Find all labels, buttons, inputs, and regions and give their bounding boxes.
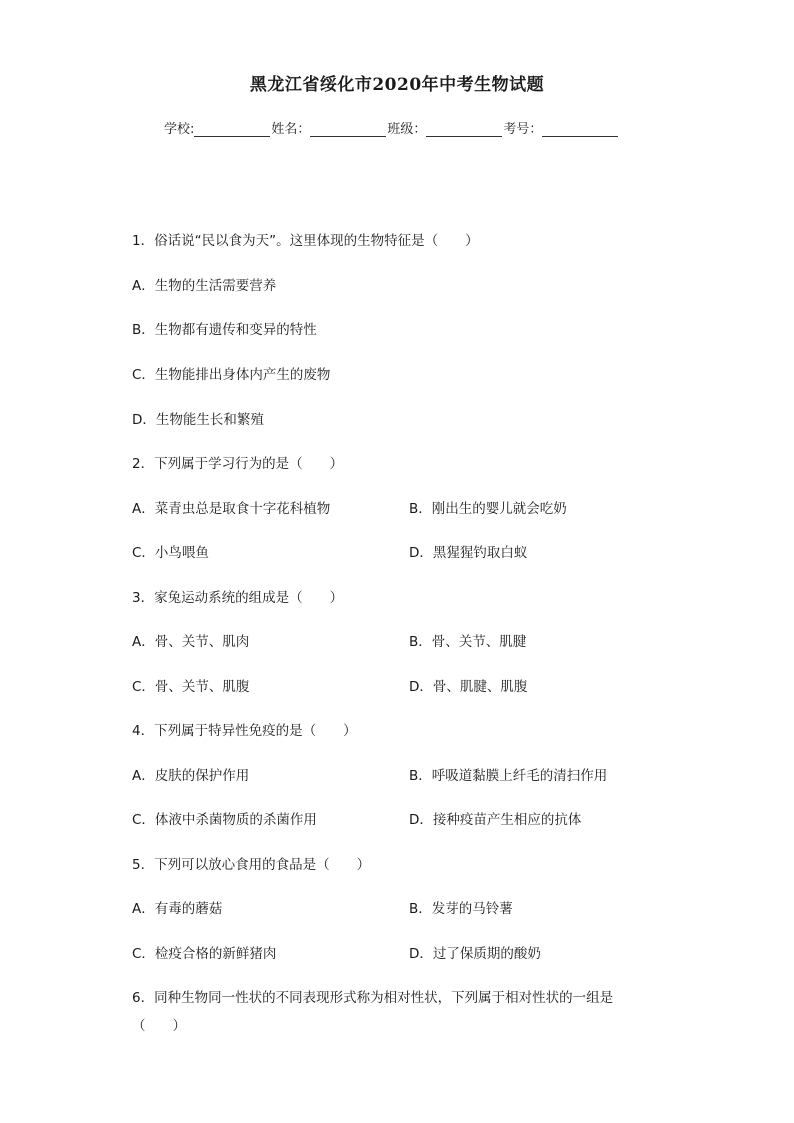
question-1-option-a: A．生物的生活需要营养 xyxy=(132,278,277,294)
question-3-option-c: C．骨、关节、肌腹 xyxy=(132,679,250,695)
question-1-stem: 1．俗话说“民以食为天”。这里体现的生物特征是（ ） xyxy=(132,233,479,249)
exam-no-blank[interactable] xyxy=(542,122,618,137)
question-1-option-c: C．生物能排出身体内产生的废物 xyxy=(132,367,331,383)
question-3-option-a: A．骨、关节、肌肉 xyxy=(132,634,250,650)
question-5-option-a: A．有毒的蘑菇 xyxy=(132,901,223,917)
exam-no-label: 考号： xyxy=(503,122,543,137)
question-5-option-c: C．检疫合格的新鲜猪肉 xyxy=(132,946,277,962)
name-label: 姓名： xyxy=(271,122,311,137)
question-5-option-b: B．发芽的马铃薯 xyxy=(409,901,513,917)
class-blank[interactable] xyxy=(426,122,502,137)
question-4-option-b: B．呼吸道黏膜上纤毛的清扫作用 xyxy=(409,768,608,784)
class-label: 班级： xyxy=(387,122,427,137)
question-4-option-c: C．体液中杀菌物质的杀菌作用 xyxy=(132,812,317,828)
school-label: 学校: xyxy=(164,122,195,137)
question-3-option-d: D．骨、肌腱、肌腹 xyxy=(409,679,528,695)
question-1-option-b: B．生物都有遗传和变异的特性 xyxy=(132,322,317,338)
school-blank[interactable] xyxy=(194,122,270,137)
question-4-option-d: D．接种疫苗产生相应的抗体 xyxy=(409,812,582,828)
page-title: 黑龙江省绥化市2020年中考生物试题 xyxy=(249,75,545,95)
question-4-option-a: A．皮肤的保护作用 xyxy=(132,768,250,784)
question-3-option-b: B．骨、关节、肌腱 xyxy=(409,634,527,650)
question-3-stem: 3．家兔运动系统的组成是（ ） xyxy=(132,590,344,606)
question-2-stem: 2．下列属于学习行为的是（ ） xyxy=(132,456,344,472)
question-2-option-a: A．菜青虫总是取食十字花科植物 xyxy=(132,501,331,517)
question-2-option-c: C．小鸟喂鱼 xyxy=(132,545,209,561)
question-5-option-d: D．过了保质期的酸奶 xyxy=(409,946,541,962)
question-2-option-b: B．刚出生的婴儿就会吃奶 xyxy=(409,501,567,517)
question-4-stem: 4．下列属于特异性免疫的是（ ） xyxy=(132,723,357,739)
student-info-line xyxy=(164,118,619,137)
question-1-option-d: D．生物能生长和繁殖 xyxy=(132,412,264,428)
question-2-option-d: D．黑猩猩钓取白蚁 xyxy=(409,545,528,561)
question-5-stem: 5．下列可以放心食用的食品是（ ） xyxy=(132,857,371,873)
question-6-stem: 6．同种生物同一性状的不同表现形式称为相对性状，下列属于相对性状的一组是（ ） xyxy=(132,990,614,1034)
name-blank[interactable] xyxy=(310,122,386,137)
